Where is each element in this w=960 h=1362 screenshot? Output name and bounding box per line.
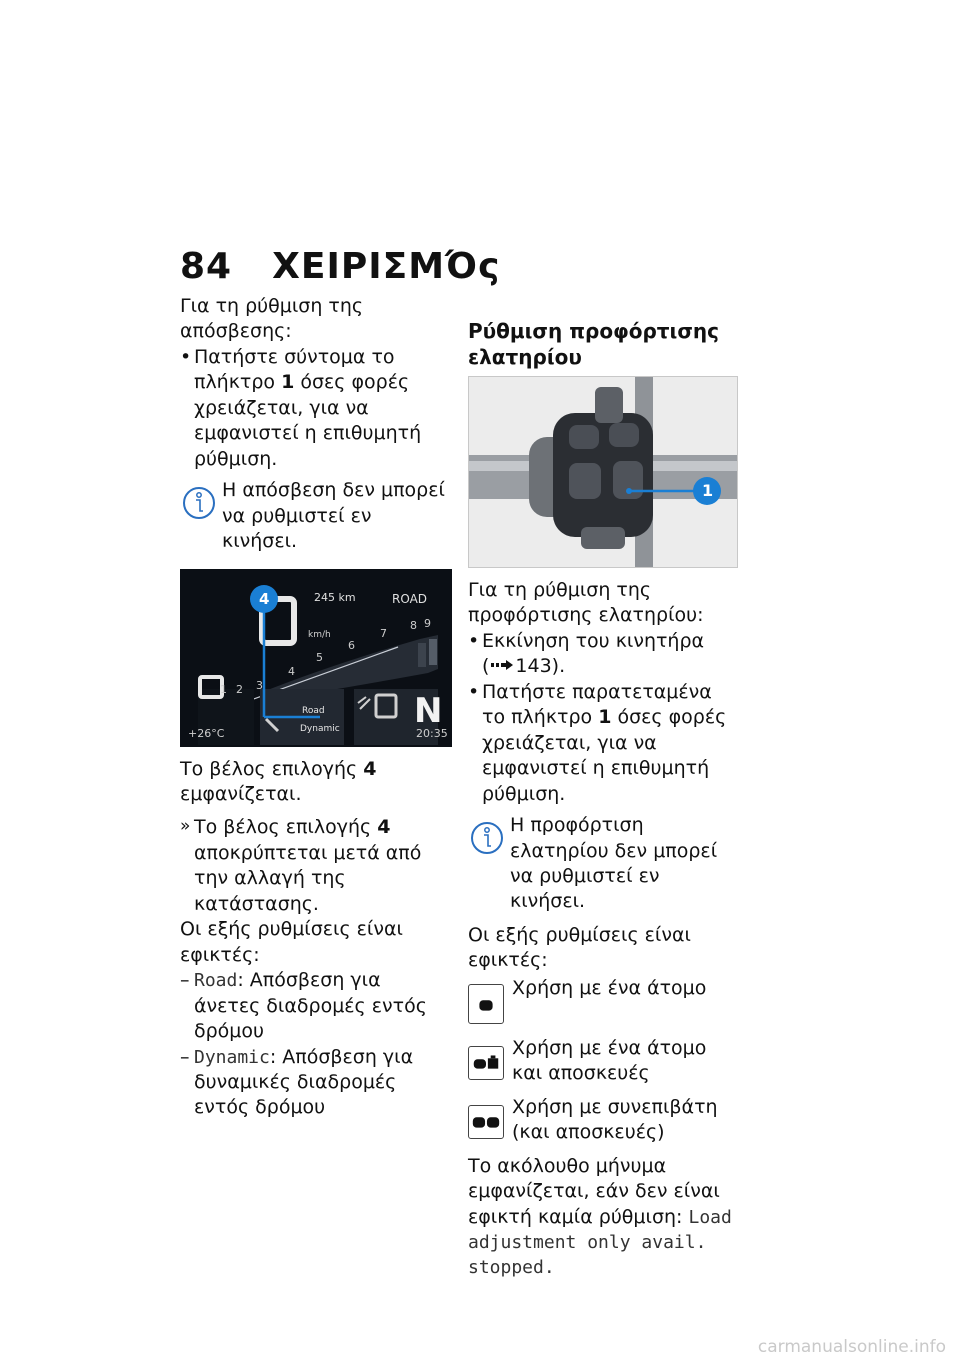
section-heading: Ρύθμιση προφόρτισης ελατηρίου	[468, 319, 719, 369]
info-note	[180, 478, 448, 554]
option-road-text: : Απόσβεση για άνετες διαδρομές εντός δρόμου	[194, 969, 427, 1043]
gear-indicator: N	[414, 690, 443, 731]
bullet-text-end: όσες φορές χρειάζεται, για να εμφανιστεί η επιθυμητή ρύθμιση.	[194, 371, 422, 470]
rider-passenger-icon	[468, 1105, 504, 1139]
right-column	[468, 318, 740, 1281]
note-text: Η προφόρτιση ελατηρίου δεν μπορεί να ρυθμιστεί εν κινήσει.	[510, 814, 718, 913]
bullet-text: Πατήστε σύντομα το πλήκτρο	[194, 345, 395, 394]
result-key: 4	[377, 816, 391, 839]
tick-8: 8	[410, 618, 417, 632]
handlebar-switch-graphic	[469, 377, 737, 567]
callout-4: 4	[259, 589, 270, 608]
tick-2: 2	[236, 682, 243, 696]
option-dynamic-text: : Απόσβεση για δυναμικές διαδρομές εντός δρόμου	[194, 1045, 414, 1119]
right-intro: Για τη ρύθμιση της προφόρτισης ελατηρίου:	[468, 579, 704, 627]
page-ref-number: 143).	[515, 655, 566, 678]
option-dynamic-code: Dynamic	[194, 1046, 270, 1068]
intro-text: Για τη ρύθμιση της απόσβεσης:	[180, 295, 364, 343]
tick-7: 7	[380, 626, 387, 640]
result-text: Το βέλος επιλογής	[194, 816, 378, 839]
mode-readout: ROAD	[392, 591, 428, 606]
result-line	[180, 815, 448, 917]
speed-unit: km/h	[308, 629, 331, 640]
page-header	[180, 243, 500, 291]
menu-road: Road	[302, 705, 325, 716]
settings-intro: Οι εξής ρυθμίσεις είναι εφικτές:	[180, 918, 403, 966]
clock-readout: 20:35	[416, 726, 448, 740]
note-text: Η απόσβεση δεν μπορεί να ρυθμιστεί εν κινήσει.	[222, 479, 445, 553]
info-note-preload	[468, 813, 740, 915]
key-number: 1	[598, 706, 612, 729]
load-option-rider-text: Χρήση με ένα άτομο	[512, 976, 707, 999]
load-option-rider-luggage-text: Χρήση με ένα άτομο και αποσκευές	[512, 1036, 707, 1085]
range-readout: 245 km	[314, 590, 356, 604]
message-paragraph	[468, 1154, 740, 1281]
chapter-title: ΧΕΙΡΙΣΜΌς	[272, 246, 501, 287]
tick-9: 9	[424, 616, 431, 630]
caption-text-end: εμφανίζεται.	[180, 782, 302, 805]
result-text-end: αποκρύπτεται μετά από την αλλαγή της κατάστασης.	[194, 841, 422, 915]
tick-6: 6	[348, 638, 355, 652]
callout-1: 1	[702, 481, 714, 500]
page-ref-arrow-icon	[489, 658, 515, 672]
bullet-text-end: όσες φορές χρειάζεται, για να εμφανιστεί η επιθυμητή ρύθμιση.	[482, 706, 727, 805]
watermark: carmanualsonline.info	[757, 1337, 946, 1357]
bullet-press-key	[180, 345, 448, 472]
rider-only-icon	[468, 984, 504, 1024]
info-icon	[470, 821, 504, 855]
message-intro: Το ακόλουθο μήνυμα εμφανίζεται, εάν δεν είναι εφικτή καμία ρύθμιση:	[468, 1154, 720, 1228]
load-option-rider-luggage	[468, 1036, 740, 1087]
temperature-readout: +26°C	[188, 726, 225, 740]
caption-text: Το βέλος επιλογής	[180, 757, 364, 780]
page-number: 84	[180, 246, 233, 287]
menu-dynamic: Dynamic	[300, 723, 340, 734]
info-icon	[182, 486, 216, 520]
left-column	[180, 294, 448, 1121]
message-code: Load adjustment only avail. stopped.	[468, 1206, 732, 1279]
figure-caption	[180, 757, 448, 808]
rider-luggage-icon	[468, 1046, 504, 1080]
page-reference: ( 143).	[482, 655, 566, 678]
load-settings-intro: Οι εξής ρυθμίσεις είναι εφικτές:	[468, 923, 691, 972]
key-number: 1	[281, 371, 295, 394]
tick-1: 1	[220, 682, 227, 696]
tick-4: 4	[288, 664, 295, 678]
bullet-text: Πατήστε παρατεταμένα το πλήκτρο	[482, 680, 712, 729]
bullet-hold-key	[468, 680, 740, 807]
option-dynamic	[180, 1045, 448, 1121]
handlebar-switch-figure	[468, 376, 738, 568]
tick-3: 3	[256, 678, 263, 692]
load-option-passenger	[468, 1095, 740, 1146]
bullet-start-engine: • Εκκίνηση του κινητήρα	[468, 629, 740, 654]
caption-key: 4	[363, 757, 377, 780]
tick-5: 5	[316, 650, 323, 664]
tft-display-figure	[180, 569, 452, 747]
load-option-passenger-text: Χρήση με συνεπιβάτη (και αποσκευές)	[512, 1095, 718, 1144]
option-road	[180, 968, 448, 1044]
load-option-rider	[468, 976, 740, 1026]
option-road-code: Road	[194, 970, 238, 992]
